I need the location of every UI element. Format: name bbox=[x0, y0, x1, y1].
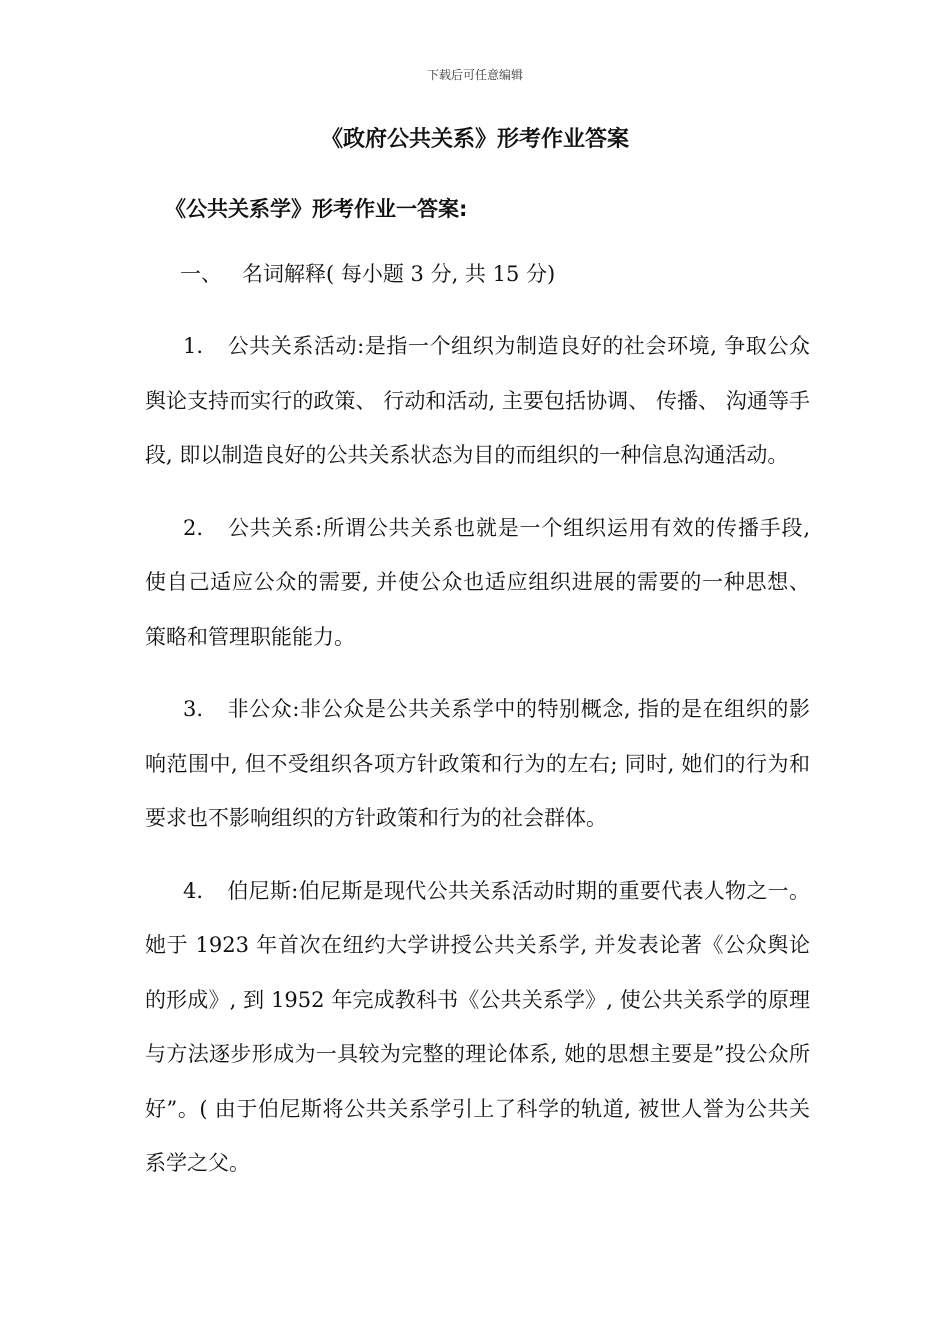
item-term: 公共关系活动: bbox=[227, 334, 365, 358]
item-number: 4. bbox=[183, 878, 204, 903]
document-title: 《政府公共关系》形考作业答案 bbox=[320, 127, 629, 152]
section-heading bbox=[145, 247, 810, 302]
section-number: 一、 bbox=[180, 261, 222, 286]
document-body bbox=[145, 182, 810, 1191]
document-subtitle: 《公共关系学》形考作业一答案: bbox=[165, 197, 468, 221]
definition-item bbox=[145, 319, 810, 483]
definition-item bbox=[145, 682, 810, 846]
item-term: 伯尼斯: bbox=[227, 878, 299, 903]
definition-item bbox=[145, 864, 810, 1191]
item-number: 2. bbox=[183, 515, 204, 540]
section-heading-text: 名词解释( 每小题 3 分, 共 15 分) bbox=[242, 261, 556, 286]
item-number: 3. bbox=[183, 697, 204, 721]
item-text: 是指一个组织为制造良好的社会环境, 争取公众舆论支持而实行的政策、 行动和活动, 主要包括协调、 传播、 沟通等手段, 即以制造良好的公共关系状态为目的而组织的一种信息沟通活动。 bbox=[145, 334, 810, 467]
item-term: 公共关系: bbox=[227, 515, 323, 540]
item-text: 伯尼斯是现代公共关系活动时期的重要代表人物之一。 她于 1923 年首次在纽约大学讲授公共关系学, 并发表论著《公众舆论的形成》, 到 1952 年完成教科书《公共关系学》, 使公共关系学的原理与方法逐步形成为一具较为完整的理论体系, 她的思想主要是”投公众所好”。( 由于伯尼斯将公共关系学引上了科学的轨道, 被世人誉为公共关系学之父。 bbox=[145, 878, 811, 1175]
item-number: 1. bbox=[183, 334, 204, 358]
header-note: 下载后可任意编辑 bbox=[426, 68, 523, 82]
definition-item bbox=[145, 501, 810, 665]
item-text: 非公众是公共关系学中的特别概念, 指的是在组织的影响范围中, 但不受组织各项方针政策和行为的左右; 同时, 她们的行为和要求也不影响组织的方针政策和行为的社会群体。 bbox=[145, 697, 810, 830]
item-text: 所谓公共关系也就是一个组织运用有效的传播手段, 使自己适应公众的需要, 并使公众也适应组织进展的需要的一种思想、 策略和管理职能能力。 bbox=[145, 515, 810, 649]
item-term: 非公众: bbox=[227, 697, 300, 721]
